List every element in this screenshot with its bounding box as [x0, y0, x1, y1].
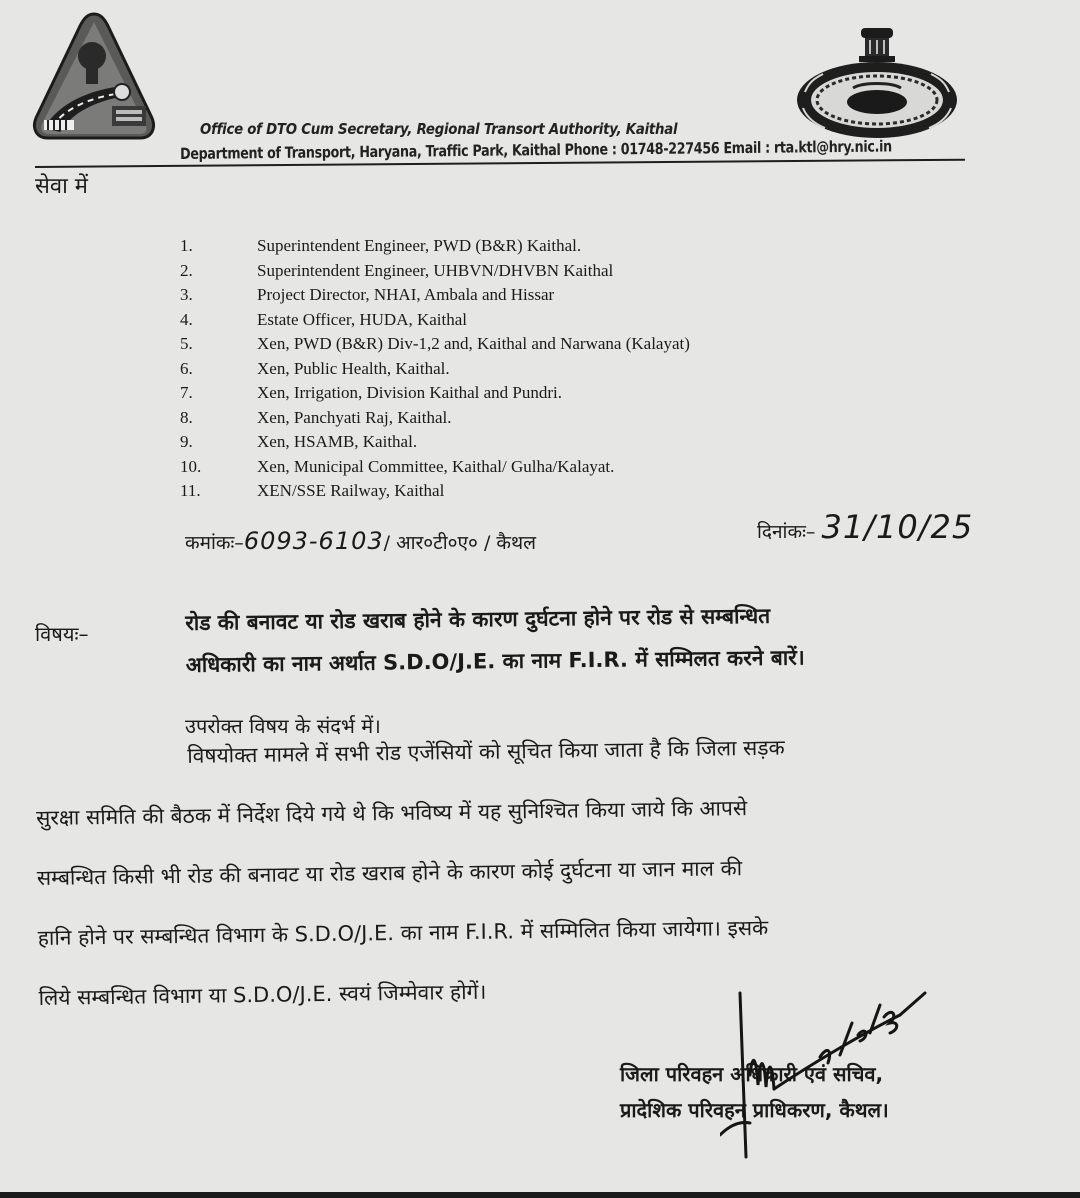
recipient-number: 9.	[180, 432, 193, 451]
recipient-number: 10.	[180, 456, 202, 476]
body-line: हानि होने पर सम्बन्धित विभाग के S.D.O/J.E. का नाम F.I.R. में सम्मिलित किया जायेगा। इसके	[37, 915, 769, 950]
subject-line: अधिकारी का नाम अर्थात S.D.O/J.E. का नाम F.I.R. में सम्मिलत करने बारें।	[185, 645, 805, 677]
recipient-item	[180, 406, 690, 431]
reference-handwritten-number: 6093-6103	[243, 527, 384, 555]
recipient-item	[180, 259, 690, 284]
recipient-item	[180, 455, 690, 480]
recipient-list	[180, 234, 690, 504]
recipient-item	[180, 381, 690, 406]
haryana-emblem-icon	[793, 22, 961, 140]
recipient-number: 5.	[180, 334, 193, 353]
handwritten-signature-icon	[720, 985, 950, 1170]
recipient-number: 4.	[180, 309, 193, 329]
reference-line: उपरोक्त विषय के संदर्भ में।	[185, 714, 381, 738]
body-line: सम्बन्धित किसी भी रोड की बनावट या रोड खराब होने के कारण कोई दुर्घटना या जान माल की	[36, 856, 743, 890]
recipient-item	[180, 283, 690, 308]
road-safety-logo-icon	[30, 10, 158, 142]
reference-number	[185, 527, 536, 555]
recipient-name: Xen, Municipal Committee, Kaithal/ Gulha/Kalayat.	[257, 456, 615, 476]
header-divider	[35, 159, 965, 168]
subject-label: विषयः–	[35, 622, 89, 646]
recipient-number: 8.	[180, 407, 193, 427]
office-address: Department of Transport, Haryana, Traffic Park, Kaithal Phone : 01748-227456 Email : rta.ktl@hry.nic.in	[180, 137, 892, 163]
recipient-item	[180, 308, 690, 333]
recipient-item	[180, 357, 690, 382]
recipient-name: Xen, Public Health, Kaithal.	[257, 358, 450, 378]
recipient-name: Xen, Panchyati Raj, Kaithal.	[257, 407, 452, 427]
body-line: लिये सम्बन्धित विभाग या S.D.O/J.E. स्वयं जिम्मेवार होगें।	[38, 979, 487, 1010]
body-line: सुरक्षा समिति की बैठक में निर्देश दिये गये थे कि भविष्य में यह सुनिश्चित किया जाये कि आपसे	[35, 796, 748, 830]
recipient-number: 7.	[180, 383, 193, 402]
salutation: सेवा में	[35, 174, 88, 199]
date-label: दिनांकः–	[757, 521, 816, 543]
subject-line: रोड की बनावट या रोड खराब होने के कारण दुर्घटना होने पर रोड से सम्बन्धित	[185, 603, 771, 635]
recipient-item	[180, 479, 690, 504]
recipient-item	[180, 332, 690, 357]
recipient-number: 3.	[180, 285, 193, 304]
recipient-item	[180, 234, 690, 259]
subject-text	[185, 591, 1046, 686]
recipient-name: Superintendent Engineer, UHBVN/DHVBN Kaithal	[257, 260, 614, 280]
office-title: Office of DTO Cum Secretary, Regional Transort Authority, Kaithal	[200, 120, 678, 138]
designation-line: जिला परिवहन अधिकारी एवं सचिव,	[620, 1062, 884, 1086]
recipient-name: Xen, PWD (B&R) Div-1,2 and, Kaithal and Narwana (Kalayat)	[257, 334, 690, 353]
recipient-number: 1.	[180, 236, 193, 255]
page-bottom-edge	[0, 1192, 1080, 1198]
designation-line: प्रादेशिक परिवहन प्राधिकरण, कैथल।	[620, 1098, 889, 1122]
recipient-number: 6.	[180, 358, 193, 378]
reference-label: कमांकः–	[185, 532, 244, 554]
body-line: विषयोक्त मामले में सभी रोड एजेंसियों को सूचित किया जाता है कि जिला सड़क	[187, 735, 785, 768]
recipient-name: Project Director, NHAI, Ambala and Hissar	[257, 285, 555, 304]
recipient-name: Xen, HSAMB, Kaithal.	[257, 432, 418, 451]
recipient-name: Estate Officer, HUDA, Kaithal	[257, 309, 468, 329]
reference-suffix: / आर०टी०ए० / कैथल	[383, 532, 537, 554]
recipient-name: Xen, Irrigation, Division Kaithal and Pundri.	[257, 383, 563, 402]
recipient-number: 2.	[180, 260, 193, 280]
letter-date	[757, 508, 973, 546]
date-handwritten-value: 31/10/25	[821, 508, 974, 546]
recipient-number: 11.	[180, 481, 201, 500]
recipient-name: Superintendent Engineer, PWD (B&R) Kaithal.	[257, 236, 582, 255]
recipient-item	[180, 430, 690, 455]
recipient-name: XEN/SSE Railway, Kaithal	[257, 481, 445, 500]
